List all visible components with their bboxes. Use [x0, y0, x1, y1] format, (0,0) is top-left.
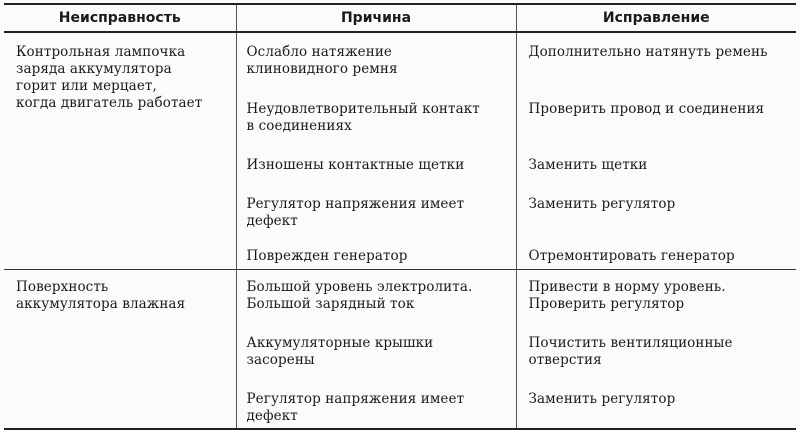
fault-line: аккумулятора влажная [16, 296, 186, 312]
fix-line: Почистить вентиляционные [528, 335, 733, 351]
fault-line: когда двигатель работает [16, 95, 203, 111]
fix-line: Проверить регулятор [528, 296, 685, 312]
cause-line: Изношены контактные щетки [246, 157, 465, 173]
cause-line: в соединениях [246, 118, 352, 134]
cause-line: клиновидного ремня [246, 61, 398, 77]
troubleshooting-table [4, 3, 796, 430]
cause-line: Большой уровень электролита. [246, 279, 473, 295]
header-fix: Исправление [516, 4, 796, 32]
cause-line: Поврежден генератор [246, 248, 408, 264]
table-row-group-1 [4, 32, 796, 270]
fix-cell [516, 32, 796, 270]
fault-line: Поверхность [16, 279, 109, 295]
cause-cell [236, 270, 516, 430]
fix-line: Заменить регулятор [528, 391, 676, 407]
cause-cell [236, 32, 516, 270]
cause-line: дефект [246, 408, 298, 424]
fault-line: горит или мерцает, [16, 78, 157, 94]
fix-line: отверстия [528, 352, 602, 368]
cause-line: дефект [246, 213, 298, 229]
fix-line: Привести в норму уровень. [528, 279, 726, 295]
table-row-group-2 [4, 270, 796, 430]
cause-line: Аккумуляторные крышки [246, 335, 434, 351]
cause-line: Регулятор напряжения имеет [246, 196, 465, 212]
fix-line: Отремонтировать генератор [528, 248, 735, 264]
fix-line: Проверить провод и соединения [528, 101, 765, 117]
fix-line: Дополнительно натянуть ремень [528, 44, 768, 60]
header-cause: Причина [236, 4, 516, 32]
cause-line: Большой зарядный ток [246, 296, 415, 312]
header-fault: Неисправность [4, 4, 236, 32]
fault-line: Контрольная лампочка [16, 44, 186, 60]
table-header-row [4, 4, 796, 32]
fix-line: Заменить регулятор [528, 196, 676, 212]
fault-line: заряда аккумулятора [16, 61, 172, 77]
cause-line: засорены [246, 352, 315, 368]
cause-line: Регулятор напряжения имеет [246, 391, 465, 407]
fix-line: Заменить щетки [528, 157, 648, 173]
cause-line: Ослабло натяжение [246, 44, 392, 60]
cause-line: Неудовлетворительный контакт [246, 101, 480, 117]
fix-cell [516, 270, 796, 430]
fault-cell [4, 32, 236, 270]
fault-cell [4, 270, 236, 430]
